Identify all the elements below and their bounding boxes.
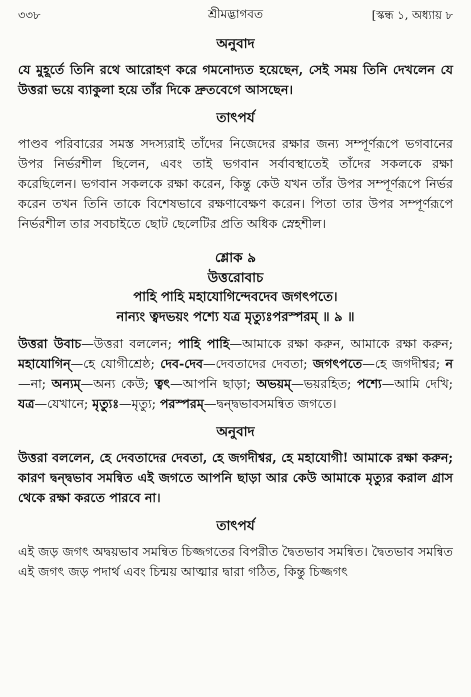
synonym-meaning: —অন্য কেউ; bbox=[80, 376, 155, 391]
synonym-meaning: —উত্তরা বললেন; bbox=[81, 336, 179, 351]
page-number: ৩৩৮ bbox=[18, 7, 41, 22]
purport-text: পাণ্ডব পরিবারের সমস্ত সদস্যরাই তাঁদের নিজেদের রক্ষার জন্য সম্পূর্ণরূপে ভগবানের উপর নির্ভরশীল ছিলেন, এবং তাই ভগবান সর্বাবস্থাতেই তাঁদের সকলকে রক্ষা করেছিলেন। ভগবান সকলকে রক্ষা করেন, কিন্তু কেউ যখন তাঁর উপর সম্পূর্ণরূপে নির্ভর করেন তখন তিনি তাকে বিশেষভাবে রক্ষণাবেক্ষণ করেন। পিতা তার উপর সম্পূর্ণরূপে নির্ভরশীল তার সবচাইতে ছোট ছেলেটির প্রতি অধিক স্নেহশীল। bbox=[18, 136, 453, 231]
synonym-meaning: —দ্বন্দ্বভাবসমন্বিত জগতে। bbox=[203, 396, 337, 411]
purport-heading: তাৎপর্য bbox=[216, 110, 255, 126]
synonym-term: যত্র bbox=[18, 396, 35, 411]
verse-number: শ্লোক ৯ bbox=[214, 250, 257, 266]
synonym-meaning: —না; bbox=[18, 376, 52, 391]
translation-text: যে মুহূর্তে তিনি রথে আরোহণ করে গমনোদ্যত হয়েছেন, সেই সময় তিনি দেখলেন যে উত্তরা ভয়ে ব্যাকুলা হয়ে তাঁর দিকে দ্রুতবেগে আসছেন। bbox=[18, 62, 453, 97]
purport-text-2: এই জড় জগৎ অদ্বয়ভাব সমন্বিত চিজ্জগতের বিপরীত দ্বৈতভাব সমন্বিত। দ্বৈতভাব সমন্বিত এই জগৎ জড় পদার্থ এবং চিন্ময় আত্মার দ্বারা গঠিত, কিন্তু চিজ্জগৎ bbox=[18, 544, 453, 579]
synonym-term: ত্বৎ bbox=[154, 376, 171, 391]
verse-speaker: উত্তরোবাচ bbox=[207, 270, 264, 286]
verse-line-2: নান্যং ত্বদভয়ং পশ্যে যত্র মৃত্যুঃপরস্পরম্ ॥ ৯ ॥ bbox=[116, 310, 355, 325]
synonym-meaning: —আমাকে রক্ষা করুন, আমাকে রক্ষা করুন; bbox=[229, 336, 454, 351]
synonym-term: দেব-দেব bbox=[160, 356, 203, 371]
synonym-term: উত্তরা উবাচ bbox=[18, 336, 82, 351]
translation-text-2: উত্তরা বললেন, হে দেবতাদের দেবতা, হে জগদীশ্বর, হে মহাযোগী! আমাকে রক্ষা করুন; কারণ দ্বন্দ্বভাব সমন্বিত এই জগতে আপনি ছাড়া আর কেউ আমাকে মৃত্যুর করাল গ্রাস থেকে রক্ষা করতে পারবে না। bbox=[18, 450, 453, 505]
book-title: শ্রীমদ্ভাগবত bbox=[207, 7, 263, 21]
verse-line-1: পাহি পাহি মহাযোগিন্দেবদেব জগৎপতে। bbox=[133, 290, 338, 305]
synonym-meaning: —ভয়রহিত; bbox=[291, 376, 357, 391]
synonym-term: মৃত্যুঃ bbox=[92, 396, 120, 411]
synonyms-paragraph bbox=[18, 334, 453, 414]
synonym-meaning: —আপনি ছাড়া; bbox=[170, 376, 257, 391]
synonym-term: অন্যম্ bbox=[51, 376, 81, 391]
synonym-meaning: —যেখানে; bbox=[34, 396, 93, 411]
section-reference: [স্কন্ধ ১, অধ্যায় ৮ bbox=[371, 7, 453, 22]
synonym-term: ন bbox=[445, 356, 453, 371]
translation-heading: অনুবাদ bbox=[216, 36, 255, 52]
synonym-term: পরস্পরম্ bbox=[159, 396, 204, 411]
synonym-meaning: —দেবতাদের দেবতা; bbox=[202, 356, 313, 371]
translation-heading-2: অনুবাদ bbox=[216, 424, 255, 440]
synonym-meaning: —হে যোগীশ্রেষ্ঠ; bbox=[70, 356, 161, 371]
synonym-meaning: —মৃত্যু; bbox=[119, 396, 160, 411]
synonym-term: পাহি পাহি bbox=[178, 336, 230, 351]
synonym-term: মহাযোগিন্ bbox=[18, 356, 71, 371]
synonym-term: পশ্যে bbox=[356, 376, 382, 391]
synonym-meaning: —হে জগদীশ্বর; bbox=[362, 356, 446, 371]
purport-heading-2: তাৎপর্য bbox=[216, 518, 255, 534]
synonym-term: জগৎপতে bbox=[312, 356, 363, 371]
synonym-term: অভয়ম্ bbox=[256, 376, 292, 391]
synonym-meaning: —আমি দেখি; bbox=[381, 376, 453, 391]
